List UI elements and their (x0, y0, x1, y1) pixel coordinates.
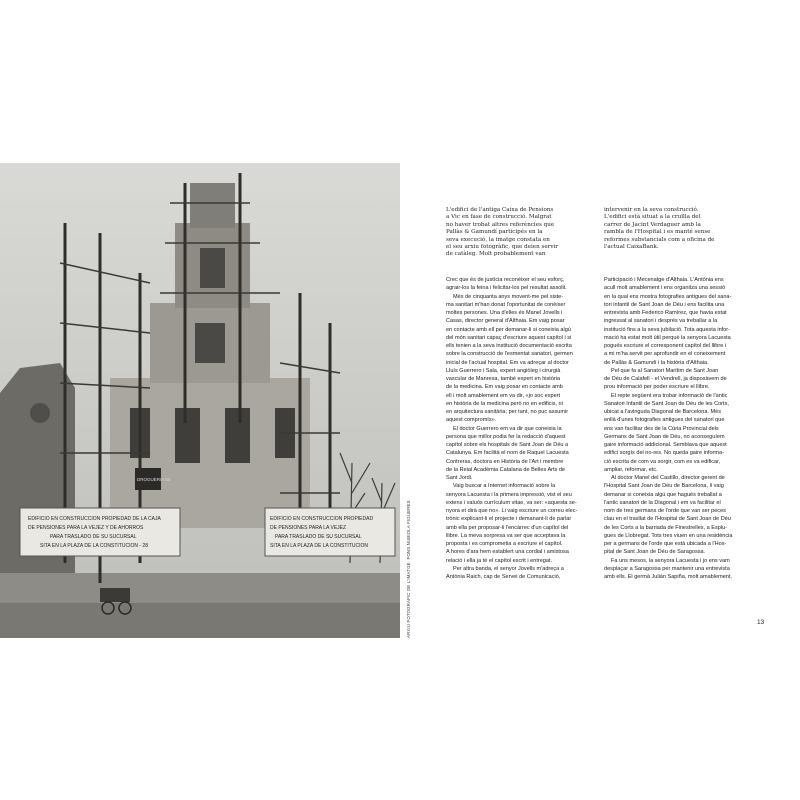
paragraph: Per altra banda, el senyor Jovells m'adreça a Antònia Raich, cap de Servei de Comunicació, (446, 565, 564, 580)
svg-text:PARA TRASLADO DE SU SUCURSAL: PARA TRASLADO DE SU SUCURSAL (50, 534, 137, 540)
svg-text:SITA EN LA PLAZA DE LA CONSTIT: SITA EN LA PLAZA DE LA CONSTITUCION (270, 543, 368, 549)
svg-text:DE PENSIONES PARA LA VEJEZ: DE PENSIONES PARA LA VEJEZ (270, 525, 347, 531)
paragraph: Pel que fa al Sanatori Marítim de Sant Joan de Déu de Calafell - el Vendrell, ja disposàvem de prou informació per poder escriure el llibre. (604, 367, 727, 391)
paragraph: Vaig buscar a Internet informació sobre la senyora Lacuesta i la primera impressió, vist el seu extens i valuós currículum vitae, va ser: «aquesta se- nyora et dirà que no». Li vaig escriure un correu elec- trònic explicant-li el projecte i demanant-li de parlar amb ella per proposar-li l'encàrrec d'un capítol del llibre. La meva sorpresa va ser que acceptava la proposta i es comprometia a escriure el capítol. A hores d'ara hem establert una cordial i amistosa relació i ella ja té el capítol escrit i entregat. (446, 483, 578, 564)
paragraph: Més de cinquanta anys movent-me pel siste- ma sanitari m'han donat l'oportunitat de conèixer moltes persones. Una d'elles és Manel Jovells i Casas, director general d'Althaia. Em vaig posar en contacte amb ell per demanar-li si coneixia algú del món sanitari capaç d'escriure aquest capítol i si ells tenien a la seva institució documentació escrita sobre la construcció de l'esmentat sanatori, germen inicial de l'actual hospital. Em va adreçar al doctor Lluís Guerrero i Sala, expert angiòleg i cirurgià vascular de Manresa, també expert en història de la medicina. Em vaig posar en contacte amb ell i molt amablement em va dir, «jo soc expert en història de la medicina però no en edificis, ni en arquitectura sanitària; per tant, no puc assumir aquest compromís». (446, 293, 573, 424)
page-number: 13 (757, 619, 765, 626)
paragraph: El doctor Guerrero em va dir que coneixia la persona que millor podia fer la redacció d'aquest capítol sobre els hospitals de Sant Joan de Déu a Catalunya. Em facilità el nom de Raquel Lacuesta Contreras, doctora en Història de l'Art i membre de la Reial Acadèmia Catalana de Belles Arts de Sant Jordi. (446, 425, 569, 481)
svg-text:SITA EN LA PLAZA DE LA CONSTIT: SITA EN LA PLAZA DE LA CONSTITUCION - 28 (40, 543, 148, 549)
photo-caption-right: intervenir en la seva construcció. L'edifici està situat a la cruïlla del carrer de Jacint Verdaguer amb la rambla de l'Hospital i es manté sense reformes substancials com a oficina de l'actual CaixaBank. (604, 207, 715, 251)
body-column-right (604, 276, 759, 581)
paragraph: Al doctor Manel del Castillo, director gerent de l'Hospital Sant Joan de Déu de Barcelona, li vaig demanar si coneixia algú que hagués treballat a l'antic sanatori de la Diagonal i em va facilitar el nom de tres germans de l'orde que van ser peces clau en el trasllat de l'Hospital de Sant Joan de Déu de les Corts a la barriada de Finestrelles, a Esplu- gues de Llobregat. Tots tres viuen en una residència per a germans de l'orde que està ubicada a l'Hos- pital de Sant Joan de Déu de Saragossa. (604, 475, 733, 556)
photo-caption-left: L'edifici de l'antiga Caixa de Pensions a Vic en fase de construcció. Malgrat no haver trobat altres referències que Pallàs & Gamundí participés en la seva execució, la imatge constata en el seu arxiu fotogràfic, que deien servir de catàleg. Molt probablement van (446, 207, 558, 258)
body-column-left (446, 276, 601, 581)
paragraph: Crec que és de justícia reconèixer el seu esforç, agrair-los la feina i felicitar-los pel resultat assolit. (446, 277, 567, 292)
svg-text:EDIFICIO EN CONSTRUCCION PROPI: EDIFICIO EN CONSTRUCCION PROPIEDAD DE LA CAJA (28, 516, 161, 522)
historic-building-photo (0, 163, 400, 638)
svg-text:DROGUERIA 64: DROGUERIA 64 (137, 477, 171, 482)
svg-text:PARA TRASLADO DE SU SUCURSAL: PARA TRASLADO DE SU SUCURSAL (275, 534, 362, 540)
paragraph: Participació i Mecenatge d'Althaia. L'Antònia ens acull molt amablement i ens organitza una sessió en la qual ens mostra fotografies antigues del sana- tori infantil de Sant Joan de Déu i ens facilita una entrevista amb Federico Ramírez, que havia estat ingressat al sanatori i després va treballar a la institució fins a la seva jubilació. Tota aquesta infor- mació ha estat molt útil perquè la senyora Lacuesta pogués escriure el corresponent capítol del llibre i a mi m'ha servit per aprofundir en el coneixement de Pallàs & Gamundí i la història d'Althaia. (604, 277, 732, 366)
paragraph: El repte següent era trobar informació de l'antic Sanatori Infantil de Sant Joan de Déu de les Corts, ubicat a l'avinguda Diagonal de Barcelona. Més enllà d'unes fotografies antigues del sanatori que ens van facilitar des de la Cúria Provincial dels Germans de Sant Joan de Déu, no aconseguíem gaire informació addicional. Semblava que aquest edifici sorgís del no-res. No queda gaire informa- ció escrita de com va sorgir, com es va edificar, ampliar, reformar, etc. (604, 392, 729, 473)
paragraph: Fa uns mesos, la senyora Lacuesta i jo ens vam desplaçar a Saragossa per mantenir una entrevista amb ells. El germà Julián Sapiña, molt amablement, (604, 557, 732, 580)
photo-credit: ARXIU FOTOGRÀFIC DE L'IMATGE. FONS NUBIOLA FIGUERES (406, 500, 411, 638)
svg-text:EDIFICIO EN CONSTRUCCION PROPI: EDIFICIO EN CONSTRUCCION PROPIEDAD (270, 516, 374, 522)
svg-text:DE PENSIONES PARA LA VEJEZ Y D: DE PENSIONES PARA LA VEJEZ Y DE AHORROS (28, 525, 144, 531)
